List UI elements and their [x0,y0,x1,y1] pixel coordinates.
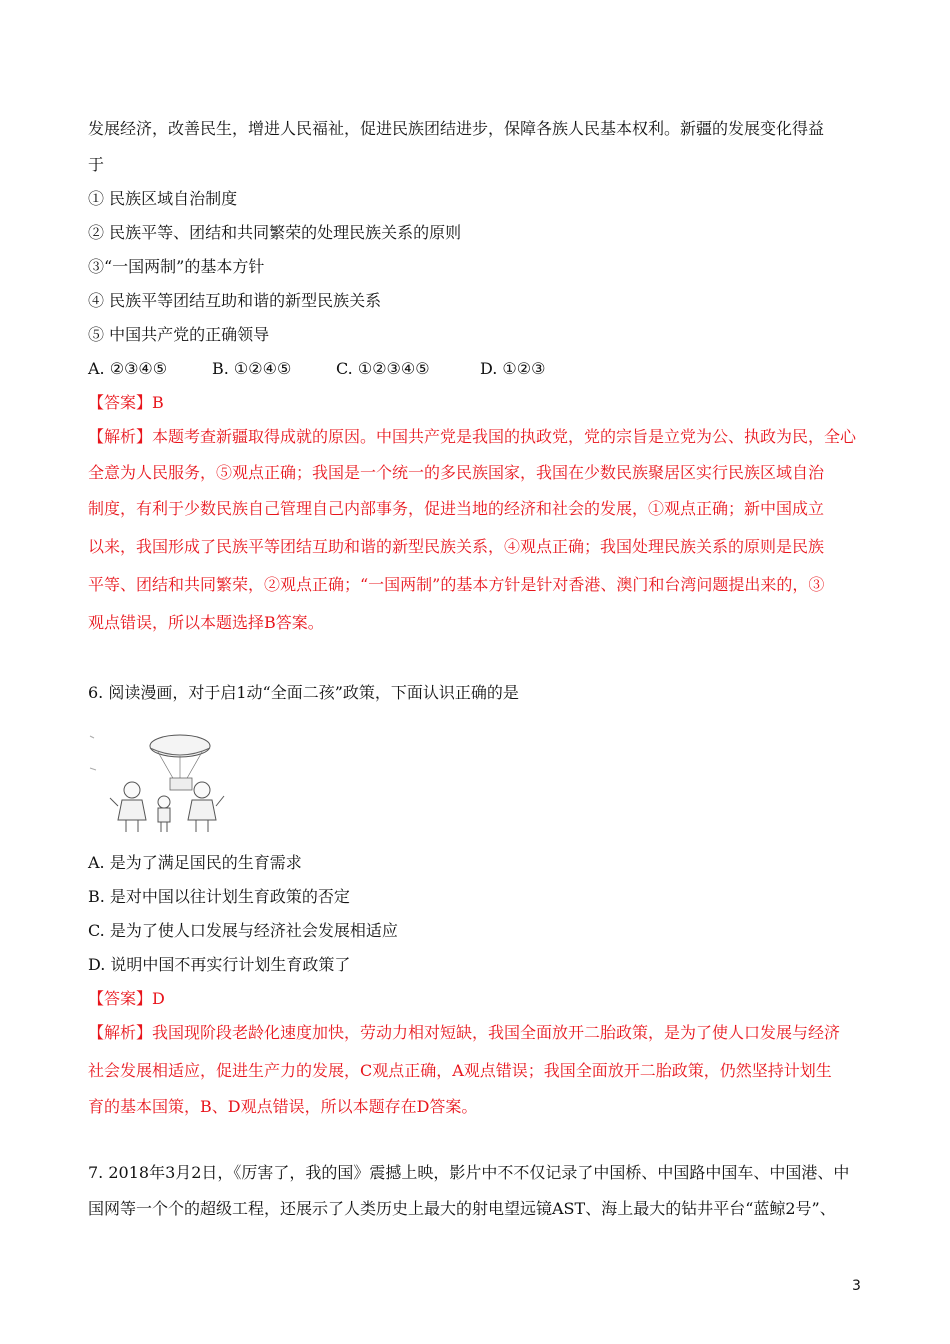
q5-item-3: ③“一国两制”的基本方针 [88,257,265,276]
q5-analysis-line1: 【解析】本题考查新疆取得成就的原因。中国共产党是我国的执政党，党的宗旨是立党为公、执政为民，全心 [88,427,857,446]
q6-option-b: B. 是对中国以往计划生育政策的否定 [88,887,350,906]
q7-line1: 7. 2018年3月2日，《厉害了，我的国》震撼上映，影片中不不仅记录了中国桥、中国路中国车、中国港、中 [88,1163,850,1182]
q5-options [88,358,545,380]
q5-item-2: ② 民族平等、团结和共同繁荣的处理民族关系的原则 [88,223,462,242]
cartoon-illustration [88,728,236,836]
q5-item-1: ① 民族区域自治制度 [88,189,238,208]
q6-option-d: D. 说明中国不再实行计划生育政策了 [88,955,351,974]
answer-value: D [152,989,165,1008]
answer-tag: 【答案】 [88,989,153,1008]
answer-value: B [152,393,164,412]
answer-tag: 【答案】 [88,393,153,412]
q5-analysis-line4: 以来，我国形成了民族平等团结互助和谐的新型民族关系，④观点正确；我国处理民族关系的原则是民族 [88,537,825,556]
q5-option-d: D. ①②③ [480,359,546,378]
analysis-tag: 【解析】 [88,427,153,446]
q5-analysis-line3: 制度，有利于少数民族自己管理自己内部事务，促进当地的经济和社会的发展，①观点正确；新中国成立 [88,499,825,518]
q5-stem-line1: 发展经济，改善民生，增进人民福祉，促进民族团结进步，保障各族人民基本权利。新疆的发展变化得益 [88,119,825,138]
q5-stem-line2: 于 [88,155,105,174]
q6-stem: 6. 阅读漫画，对于启1动“全面二孩”政策，下面认识正确的是 [88,683,519,702]
q6-option-c: C. 是为了使人口发展与经济社会发展相适应 [88,921,398,940]
q5-analysis-line2: 全意为人民服务，⑤观点正确；我国是一个统一的多民族国家，我国在少数民族聚居区实行民族区域自治 [88,463,825,482]
q6-analysis-line2: 社会发展相适应，促进生产力的发展，C观点正确，A观点错误；我国全面放开二胎政策，仍然坚持计划生 [88,1061,832,1080]
q5-option-b: B. ①②④⑤ [212,359,292,378]
page-number: 3 [852,1278,861,1294]
q5-item-4: ④ 民族平等团结互助和谐的新型民族关系 [88,291,382,310]
q7-line2: 国网等一个个的超级工程，还展示了人类历史上最大的射电望远镜AST、海上最大的钻井平台“蓝鲸2号”、 [88,1199,836,1218]
q5-answer [88,392,164,414]
q6-analysis-line1: 【解析】我国现阶段老龄化速度加快，劳动力相对短缺，我国全面放开二胎政策，是为了使人口发展与经济 [88,1023,841,1042]
analysis-tag: 【解析】 [88,1023,153,1042]
q5-option-c: C. ①②③④⑤ [336,359,430,378]
q5-option-a: A. ②③④⑤ [88,359,168,378]
q6-option-a: A. 是为了满足国民的生育需求 [88,853,302,872]
q5-item-5: ⑤ 中国共产党的正确领导 [88,325,270,344]
q6-analysis-line3: 育的基本国策，B、D观点错误，所以本题存在D答案。 [88,1097,478,1116]
q5-analysis-line5: 平等、团结和共同繁荣，②观点正确；“一国两制”的基本方针是针对香港、澳门和台湾问题提出来的，③ [88,575,825,594]
q5-analysis-line6: 观点错误，所以本题选择B答案。 [88,613,324,632]
q6-answer [88,988,165,1010]
